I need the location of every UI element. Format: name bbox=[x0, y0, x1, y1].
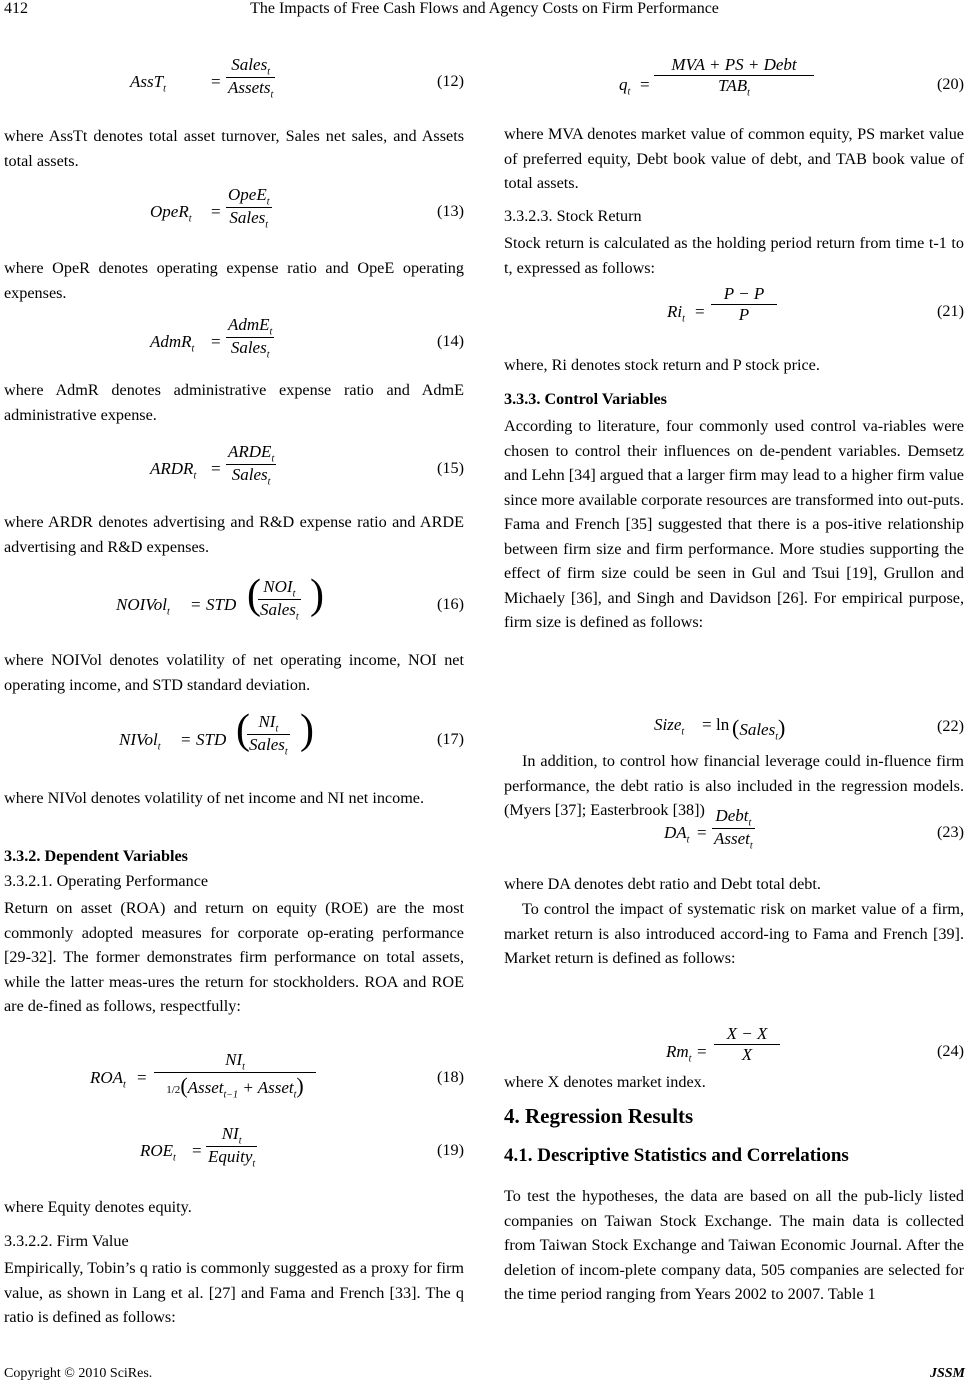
equation-number: (16) bbox=[437, 595, 464, 613]
subsection-heading: 3.3.2.2. Firm Value bbox=[4, 1232, 129, 1250]
equation-number: (24) bbox=[937, 1042, 964, 1060]
section-heading: 3.3.2. Dependent Variables bbox=[4, 847, 188, 865]
paragraph: where DA denotes debt ratio and Debt total debt. bbox=[504, 875, 821, 893]
section-heading: 3.3.3. Control Variables bbox=[504, 390, 667, 408]
section-heading-4: 4. Regression Results bbox=[504, 1104, 694, 1128]
equation-number: (22) bbox=[937, 717, 964, 735]
subsection-heading: 3.3.2.3. Stock Return bbox=[504, 207, 642, 225]
paragraph: where MVA denotes market value of common equity, PS market value of preferred equity, Debt book value of debt, and TAB book value of total assets. bbox=[504, 125, 964, 192]
eq-fraction: Sales$_t$ Assets$_t$ bbox=[228, 55, 274, 101]
equation-13: OpeR$_t$ = OpeE$_t$ Sales$_t$ (13) bbox=[150, 185, 464, 231]
equation-12: AssT$_t$ = Sales$_t$ Assets$_t$ (12) bbox=[130, 55, 464, 101]
equation-16: NOIVol$_t$ = STD ( $NOI_t$ Sales$_t$ ) (16) bbox=[116, 572, 464, 623]
equation-number: (17) bbox=[437, 730, 464, 748]
equation-number: (12) bbox=[437, 72, 464, 90]
footer-copyright: Copyright © 2010 SciRes. bbox=[4, 1366, 153, 1381]
equation-number: (15) bbox=[437, 459, 464, 477]
paragraph: where Equity denotes equity. bbox=[4, 1198, 192, 1216]
equation-15: $ARDR_t$ = $ARDE_t$ Sales$_t$ (15) bbox=[150, 442, 464, 488]
paragraph: where NOIVol denotes volatility of net operating income, NOI net operating income, and STD standard deviation. bbox=[4, 651, 464, 694]
paragraph: where AdmR denotes administrative expense ratio and AdmE administrative expense. bbox=[4, 381, 464, 424]
paragraph: To control the impact of systematic risk on market value of a firm, market return is also introduced accord-ing to Fama and French [39]. Market return is defined as follows: bbox=[504, 900, 964, 967]
equation-number: (21) bbox=[937, 302, 964, 320]
equation-number: (19) bbox=[437, 1141, 464, 1159]
paragraph: where X denotes market index. bbox=[504, 1073, 706, 1091]
paragraph: where ARDR denotes advertising and R&D expense ratio and ARDE advertising and R&D expenses. bbox=[4, 513, 464, 556]
paragraph: where, Ri denotes stock return and P stock price. bbox=[504, 356, 820, 374]
equation-20: $q_t$ = MVA + PS + Debt $TAB_t$ (20) bbox=[619, 55, 964, 99]
paragraph: In addition, to control how financial leverage could in-fluence firm performance, the debt ratio is also included in the regression models. (Myers [37]; Easterbrook [38]) bbox=[504, 752, 964, 819]
equation-number: (14) bbox=[437, 332, 464, 350]
paragraph: According to literature, four commonly used control va-riables were chosen to control their influences on de-pendent variables. Demsetz and Lehn [34] argued that a larger firm may lead to a higher firm value since more available corporate resources are transformed into out-puts. Fama and French [35] suggested that there is a pos-itive relationship between firm size and firm performance. More studies supporting the effect of firm size could be seen in Gul and Tsui [19], Grullon and Michaely [36], and Singh and Davidson [26]. For empirical purpose, firm size is defined as follows: bbox=[504, 417, 964, 631]
running-title: The Impacts of Free Cash Flows and Agency Costs on Firm Performance bbox=[250, 0, 719, 17]
equation-number: (23) bbox=[937, 823, 964, 841]
equation-19: $ROE_t$ = $NI_t$ Equity$_t$ (19) bbox=[140, 1124, 464, 1170]
paragraph: Return on asset (ROA) and return on equity (ROE) are the most commonly adopted measures for corporate op-erating performance [29-32]. The former demonstrates firm performance on total assets, while the latter meas-ures the return for stockholders. ROA and ROE are de-fined as follows, respectfully: bbox=[4, 899, 464, 1015]
equation-number: (13) bbox=[437, 202, 464, 220]
paragraph: where AssTt denotes total asset turnover, Sales net sales, and Assets total assets. bbox=[4, 127, 464, 170]
page-number: 412 bbox=[4, 0, 28, 17]
equation-number: (18) bbox=[437, 1068, 464, 1086]
paragraph: To test the hypotheses, the data are based on all the pub-licly listed companies on Taiwan Stock Exchange. The main data is collected from Taiwan Stock Exchange and Taiwan Economic Journal. After the deletion of incom-plete company data, 505 companies are selected for the time period ranging from Years 2002 to 2007. Table 1 bbox=[504, 1187, 964, 1303]
equation-14: AdmR$_t$ = AdmE$_t$ Sales$_t$ (14) bbox=[150, 315, 464, 361]
equation-21: $Ri_t$ = $\frac{P - P}{P}$ (21) bbox=[667, 284, 964, 325]
section-heading-4-1: 4.1. Descriptive Statistics and Correlations bbox=[504, 1145, 849, 1166]
paragraph: Empirically, Tobin’s q ratio is commonly suggested as a proxy for firm value, as shown in Lang et al. [27] and Fama and French [33]. The q ratio is defined as follows: bbox=[4, 1259, 464, 1326]
paragraph: where OpeR denotes operating expense ratio and OpeE operating expenses. bbox=[4, 259, 464, 302]
footer-journal: JSSM bbox=[929, 1366, 965, 1381]
equation-number: (20) bbox=[937, 75, 964, 93]
equation-22: Size$_t$ = ln (Sales$_t$) (22) bbox=[654, 715, 964, 743]
equation-23: $DA_t$ = Debt$_t$ Asset$_t$ (23) bbox=[664, 806, 964, 852]
paragraph: Stock return is calculated as the holding period return from time t-1 to t, expressed as follows: bbox=[504, 234, 964, 277]
paragraph: where NIVol denotes volatility of net income and NI net income. bbox=[4, 789, 425, 807]
equation-18: $ROA_t$ = $NI_t$ 1/2(Asset$_{t-1}$ + Asset$_t$) (18) bbox=[90, 1050, 464, 1101]
subsection-heading: 3.3.2.1. Operating Performance bbox=[4, 872, 209, 890]
equation-17: NIVol$_t$ = STD ( $NI_t$ Sales$_t$ ) (17) bbox=[119, 707, 464, 758]
eq-lhs: AssT$_t$ bbox=[130, 72, 166, 95]
equation-24: $Rm_t$ = $\frac{X - X}{X}$ (24) bbox=[666, 1024, 964, 1065]
